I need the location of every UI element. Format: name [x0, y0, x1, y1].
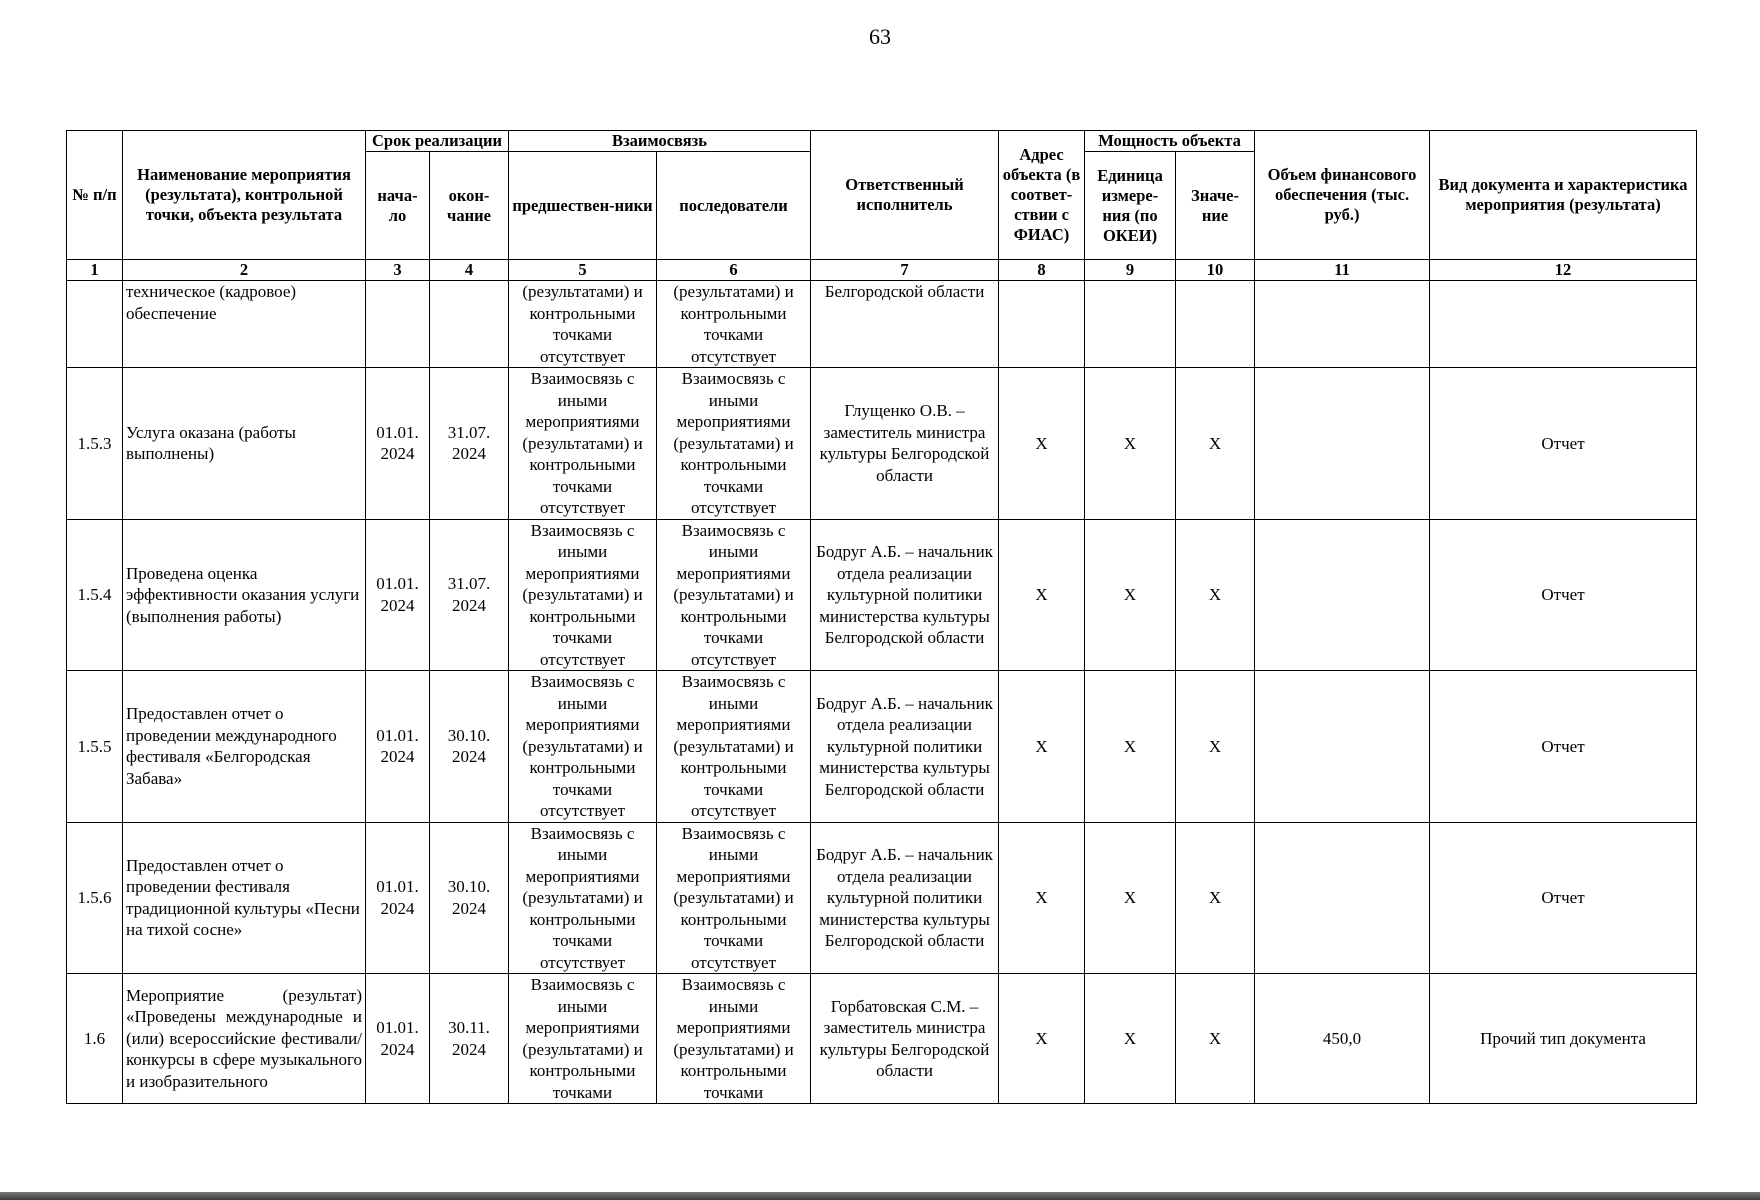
row-responsible: Белгородской области	[811, 281, 999, 368]
row-successors: Взаимосвязь с иными мероприятиями (результатами) и контрольными точками отсутствует	[657, 519, 811, 671]
row-doc: Отчет	[1430, 822, 1697, 974]
row-unit: X	[1085, 519, 1176, 671]
row-name: Предоставлен отчет о проведении международного фестиваля «Белгородская Забава»	[123, 671, 366, 823]
table-row	[67, 671, 1697, 823]
table-header	[67, 131, 1697, 281]
row-address: X	[999, 671, 1085, 823]
column-number: 12	[1430, 260, 1697, 281]
row-value: X	[1176, 671, 1255, 823]
row-unit: X	[1085, 822, 1176, 974]
header-capacity: Мощность объекта	[1085, 131, 1255, 152]
column-number: 8	[999, 260, 1085, 281]
scan-edge	[0, 1192, 1760, 1200]
row-name: техническое (кадровое) обеспечение	[123, 281, 366, 368]
row-start	[366, 281, 430, 368]
row-address: X	[999, 519, 1085, 671]
row-successors: Взаимосвязь с иными мероприятиями (результатами) и контрольными точками отсутствует	[657, 671, 811, 823]
row-predecessors: Взаимосвязь с иными мероприятиями (результатами) и контрольными точками отсутствует	[509, 519, 657, 671]
row-finance	[1255, 671, 1430, 823]
table-row	[67, 519, 1697, 671]
row-address	[999, 281, 1085, 368]
row-responsible: Глущенко О.В. – заместитель министра культуры Белгородской области	[811, 368, 999, 520]
row-predecessors: Взаимосвязь с иными мероприятиями (результатами) и контрольными точками отсутствует	[509, 822, 657, 974]
column-number: 9	[1085, 260, 1176, 281]
header-responsible: Ответственный исполнитель	[811, 131, 999, 260]
header-name: Наименование мероприятия (результата), контрольной точки, объекта результата	[123, 131, 366, 260]
row-num: 1.5.6	[67, 822, 123, 974]
header-address: Адрес объекта (в соответ-ствии с ФИАС)	[999, 131, 1085, 260]
header-term-start: нача-ло	[366, 152, 430, 260]
row-value	[1176, 281, 1255, 368]
header-num: № п/п	[67, 131, 123, 260]
row-start: 01.01. 2024	[366, 368, 430, 520]
row-start: 01.01. 2024	[366, 822, 430, 974]
row-end: 30.11. 2024	[430, 974, 509, 1104]
table-row	[67, 974, 1697, 1104]
row-name: Предоставлен отчет о проведении фестиваля традиционной культуры «Песни на тихой сосне»	[123, 822, 366, 974]
header-term-end: окон-чание	[430, 152, 509, 260]
row-num: 1.6	[67, 974, 123, 1104]
row-value: X	[1176, 519, 1255, 671]
row-successors: Взаимосвязь с иными мероприятиями (результатами) и контрольными точками	[657, 974, 811, 1104]
column-number: 3	[366, 260, 430, 281]
row-address: X	[999, 822, 1085, 974]
row-value: X	[1176, 822, 1255, 974]
row-address: X	[999, 974, 1085, 1104]
row-finance	[1255, 822, 1430, 974]
row-value: X	[1176, 368, 1255, 520]
row-responsible: Бодруг А.Б. – начальник отдела реализации культурной политики министерства культуры Белгородской области	[811, 519, 999, 671]
row-doc: Отчет	[1430, 671, 1697, 823]
row-doc: Отчет	[1430, 368, 1697, 520]
row-finance	[1255, 281, 1430, 368]
column-number: 10	[1176, 260, 1255, 281]
row-unit: X	[1085, 368, 1176, 520]
row-unit	[1085, 281, 1176, 368]
row-successors: Взаимосвязь с иными мероприятиями (результатами) и контрольными точками отсутствует	[657, 822, 811, 974]
column-number: 11	[1255, 260, 1430, 281]
header-doc-type: Вид документа и характеристика мероприятия (результата)	[1430, 131, 1697, 260]
row-successors: (результатами) и контрольными точками отсутствует	[657, 281, 811, 368]
plan-table	[66, 130, 1697, 1104]
row-name: Мероприятие (результат) «Проведены международные и (или) всероссийские фестивали/конкурсы в сфере музыкального и изобразительного	[123, 974, 366, 1104]
row-name: Услуга оказана (работы выполнены)	[123, 368, 366, 520]
header-successors: последователи	[657, 152, 811, 260]
header-unit: Единица измере-ния (по ОКЕИ)	[1085, 152, 1176, 260]
column-number: 4	[430, 260, 509, 281]
header-finance: Объем финансового обеспечения (тыс. руб.)	[1255, 131, 1430, 260]
row-unit: X	[1085, 671, 1176, 823]
row-start: 01.01. 2024	[366, 519, 430, 671]
row-end: 31.07. 2024	[430, 519, 509, 671]
row-successors: Взаимосвязь с иными мероприятиями (результатами) и контрольными точками отсутствует	[657, 368, 811, 520]
column-number: 5	[509, 260, 657, 281]
row-end	[430, 281, 509, 368]
row-num: 1.5.4	[67, 519, 123, 671]
column-number: 2	[123, 260, 366, 281]
row-doc	[1430, 281, 1697, 368]
row-end: 31.07. 2024	[430, 368, 509, 520]
row-name: Проведена оценка эффективности оказания услуги (выполнения работы)	[123, 519, 366, 671]
row-end: 30.10. 2024	[430, 822, 509, 974]
column-number: 6	[657, 260, 811, 281]
column-number: 1	[67, 260, 123, 281]
row-num: 1.5.5	[67, 671, 123, 823]
row-finance	[1255, 368, 1430, 520]
page-number: 63	[869, 24, 891, 49]
row-end: 30.10. 2024	[430, 671, 509, 823]
row-num: 1.5.3	[67, 368, 123, 520]
row-responsible: Горбатовская С.М. – заместитель министра культуры Белгородской области	[811, 974, 999, 1104]
row-unit: X	[1085, 974, 1176, 1104]
row-finance	[1255, 519, 1430, 671]
row-responsible: Бодруг А.Б. – начальник отдела реализации культурной политики министерства культуры Белгородской области	[811, 822, 999, 974]
row-predecessors: Взаимосвязь с иными мероприятиями (результатами) и контрольными точками отсутствует	[509, 671, 657, 823]
row-doc: Прочий тип документа	[1430, 974, 1697, 1104]
row-num	[67, 281, 123, 368]
table-row	[67, 822, 1697, 974]
column-number: 7	[811, 260, 999, 281]
column-number-row	[67, 260, 1697, 281]
row-start: 01.01. 2024	[366, 974, 430, 1104]
row-finance: 450,0	[1255, 974, 1430, 1104]
table-row	[67, 368, 1697, 520]
row-doc: Отчет	[1430, 519, 1697, 671]
row-value: X	[1176, 974, 1255, 1104]
row-address: X	[999, 368, 1085, 520]
header-term: Срок реализации	[366, 131, 509, 152]
row-predecessors: Взаимосвязь с иными мероприятиями (результатами) и контрольными точками	[509, 974, 657, 1104]
header-value: Значе-ние	[1176, 152, 1255, 260]
table-row	[67, 281, 1697, 368]
header-predecessors: предшествен-ники	[509, 152, 657, 260]
header-relation: Взаимосвязь	[509, 131, 811, 152]
row-predecessors: (результатами) и контрольными точками отсутствует	[509, 281, 657, 368]
row-responsible: Бодруг А.Б. – начальник отдела реализации культурной политики министерства культуры Белгородской области	[811, 671, 999, 823]
row-predecessors: Взаимосвязь с иными мероприятиями (результатами) и контрольными точками отсутствует	[509, 368, 657, 520]
row-start: 01.01. 2024	[366, 671, 430, 823]
